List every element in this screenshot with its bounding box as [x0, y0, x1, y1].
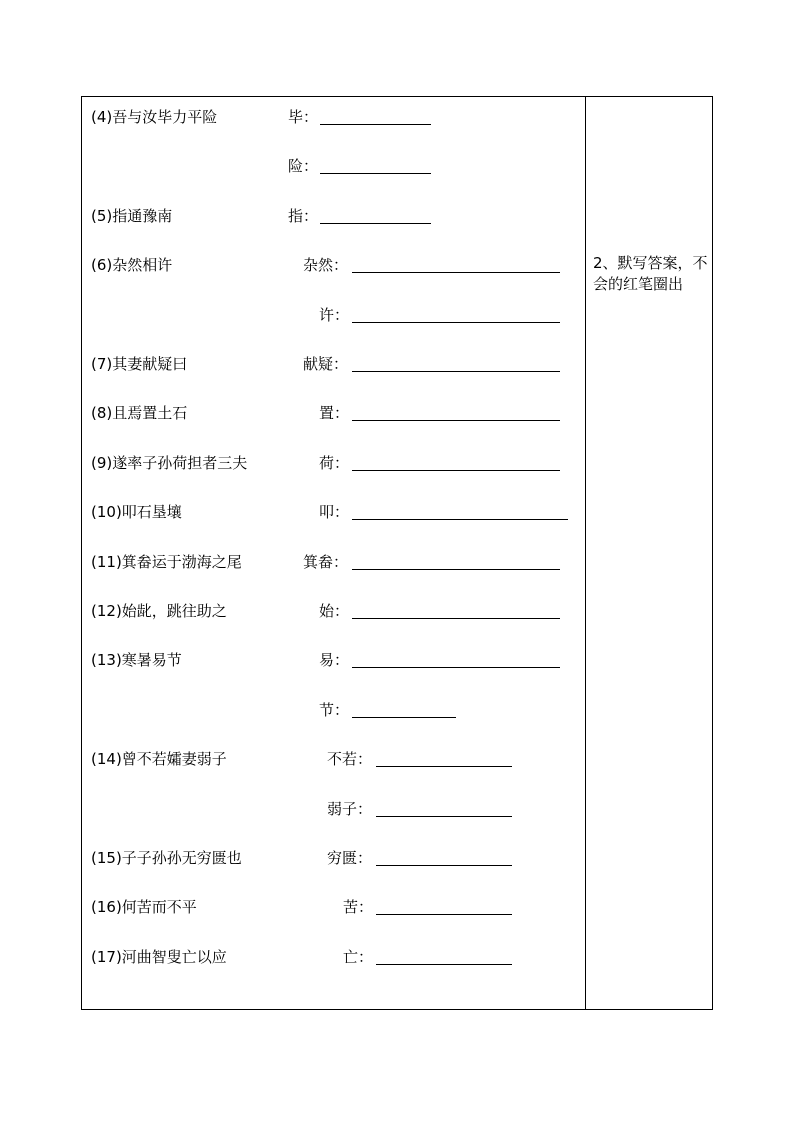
field-label: 节： — [319, 701, 350, 719]
question-item-10: (10)叩石垦壤 — [91, 503, 182, 521]
answer-blank[interactable] — [352, 272, 560, 273]
field-label: 叩： — [319, 503, 350, 521]
field-label: 献疑： — [303, 355, 349, 373]
field-label: 许： — [319, 306, 350, 324]
field-label: 不若： — [327, 750, 373, 768]
field-label: 指： — [288, 207, 319, 225]
answer-blank[interactable] — [352, 519, 568, 520]
field-label: 苦： — [343, 898, 374, 916]
field-label: 毕： — [288, 108, 319, 126]
answer-blank[interactable] — [376, 914, 512, 915]
field-label: 亡： — [343, 948, 374, 966]
answer-blank[interactable] — [352, 667, 560, 668]
answer-blank[interactable] — [352, 569, 560, 570]
answer-blank[interactable] — [352, 420, 560, 421]
answer-blank[interactable] — [320, 223, 431, 224]
question-item-16: (16)何苦而不平 — [91, 898, 197, 916]
question-item-6: (6)杂然相许 — [91, 256, 173, 274]
instruction-note: 2、默写答案，不会的红笔圈出 — [593, 254, 708, 293]
question-item-5: (5)指通豫南 — [91, 207, 173, 225]
field-label: 箕畚： — [303, 553, 349, 571]
field-label: 险： — [288, 157, 319, 175]
answer-blank[interactable] — [320, 173, 431, 174]
question-item-11: (11)箕畚运于渤海之尾 — [91, 553, 242, 571]
question-item-13: (13)寒暑易节 — [91, 651, 182, 669]
field-label: 杂然： — [303, 256, 349, 274]
column-divider — [585, 96, 586, 1010]
answer-blank[interactable] — [376, 865, 512, 866]
answer-blank[interactable] — [352, 371, 560, 372]
answer-blank[interactable] — [376, 964, 512, 965]
worksheet-table — [81, 96, 713, 1010]
question-item-4: (4)吾与汝毕力平险 — [91, 108, 218, 126]
answer-blank[interactable] — [352, 717, 456, 718]
answer-blank[interactable] — [376, 816, 512, 817]
field-label: 始： — [319, 602, 350, 620]
question-item-8: (8)且焉置土石 — [91, 404, 188, 422]
answer-blank[interactable] — [376, 766, 512, 767]
field-label: 荷： — [319, 454, 350, 472]
question-item-15: (15)子子孙孙无穷匮也 — [91, 849, 242, 867]
question-item-14: (14)曾不若孀妻弱子 — [91, 750, 227, 768]
question-item-17: (17)河曲智叟亡以应 — [91, 948, 227, 966]
field-label: 置： — [319, 404, 350, 422]
answer-blank[interactable] — [352, 470, 560, 471]
field-label: 弱子： — [327, 800, 373, 818]
question-item-9: (9)遂率子孙荷担者三夫 — [91, 454, 248, 472]
question-item-12: (12)始龀，跳往助之 — [91, 602, 227, 620]
answer-blank[interactable] — [352, 322, 560, 323]
question-item-7: (7)其妻献疑曰 — [91, 355, 188, 373]
field-label: 易： — [319, 651, 350, 669]
answer-blank[interactable] — [320, 124, 431, 125]
field-label: 穷匮： — [327, 849, 373, 867]
answer-blank[interactable] — [352, 618, 560, 619]
